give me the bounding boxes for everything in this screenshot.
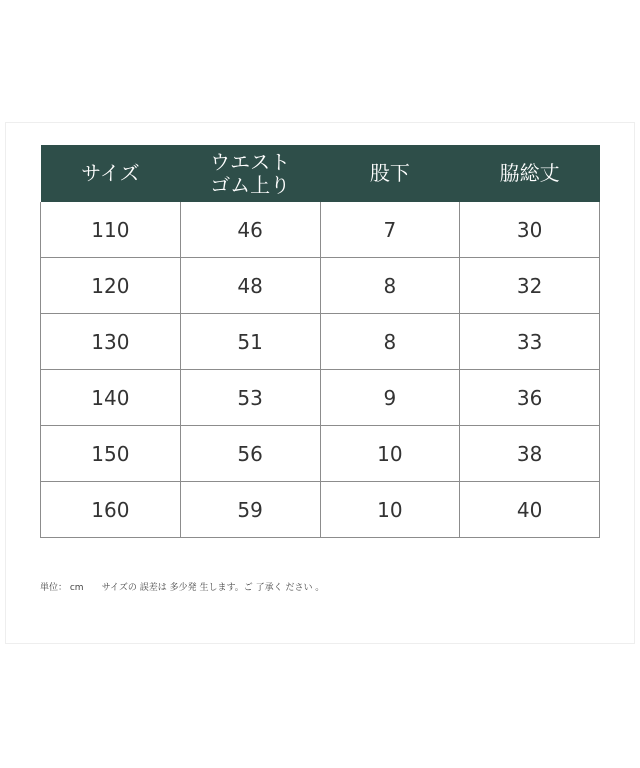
cell-size: 140 (41, 370, 181, 426)
table-row (41, 258, 600, 314)
cell-inseam: 8 (320, 314, 460, 370)
table-row (41, 314, 600, 370)
header-side-length-label: 脇総丈 (499, 161, 560, 185)
header-inseam (320, 145, 460, 202)
cell-waist: 46 (180, 202, 320, 258)
cell-side-length: 38 (460, 426, 600, 482)
header-inseam-label: 股下 (369, 161, 410, 185)
cell-size: 150 (41, 426, 181, 482)
header-waist (180, 145, 320, 202)
table-row (41, 426, 600, 482)
cell-side-length: 32 (460, 258, 600, 314)
table-row (41, 202, 600, 258)
table-body (41, 202, 600, 538)
table-row (41, 370, 600, 426)
cell-side-length: 36 (460, 370, 600, 426)
header-size (41, 145, 181, 202)
cell-waist: 48 (180, 258, 320, 314)
cell-size: 110 (41, 202, 181, 258)
cell-inseam: 9 (320, 370, 460, 426)
cell-waist: 59 (180, 482, 320, 538)
header-waist-line2: ゴム上り (210, 172, 291, 197)
header-size-label: サイズ (81, 161, 140, 185)
cell-inseam: 8 (320, 258, 460, 314)
cell-inseam: 10 (320, 426, 460, 482)
cell-side-length: 30 (460, 202, 600, 258)
cell-waist: 53 (180, 370, 320, 426)
header-waist-line1: ウエスト (210, 149, 291, 174)
cell-side-length: 40 (460, 482, 600, 538)
cell-waist: 51 (180, 314, 320, 370)
cell-size: 130 (41, 314, 181, 370)
size-chart-table (40, 145, 600, 538)
cell-side-length: 33 (460, 314, 600, 370)
table-row (41, 482, 600, 538)
cell-waist: 56 (180, 426, 320, 482)
unit-note: 単位： cm サイズの 誤差は 多少発 生します。ご 了承く ださい 。 (40, 583, 325, 593)
cell-inseam: 7 (320, 202, 460, 258)
cell-size: 120 (41, 258, 181, 314)
cell-inseam: 10 (320, 482, 460, 538)
cell-size: 160 (41, 482, 181, 538)
table-header (41, 145, 600, 202)
header-row (41, 145, 600, 202)
header-side-length (460, 145, 600, 202)
